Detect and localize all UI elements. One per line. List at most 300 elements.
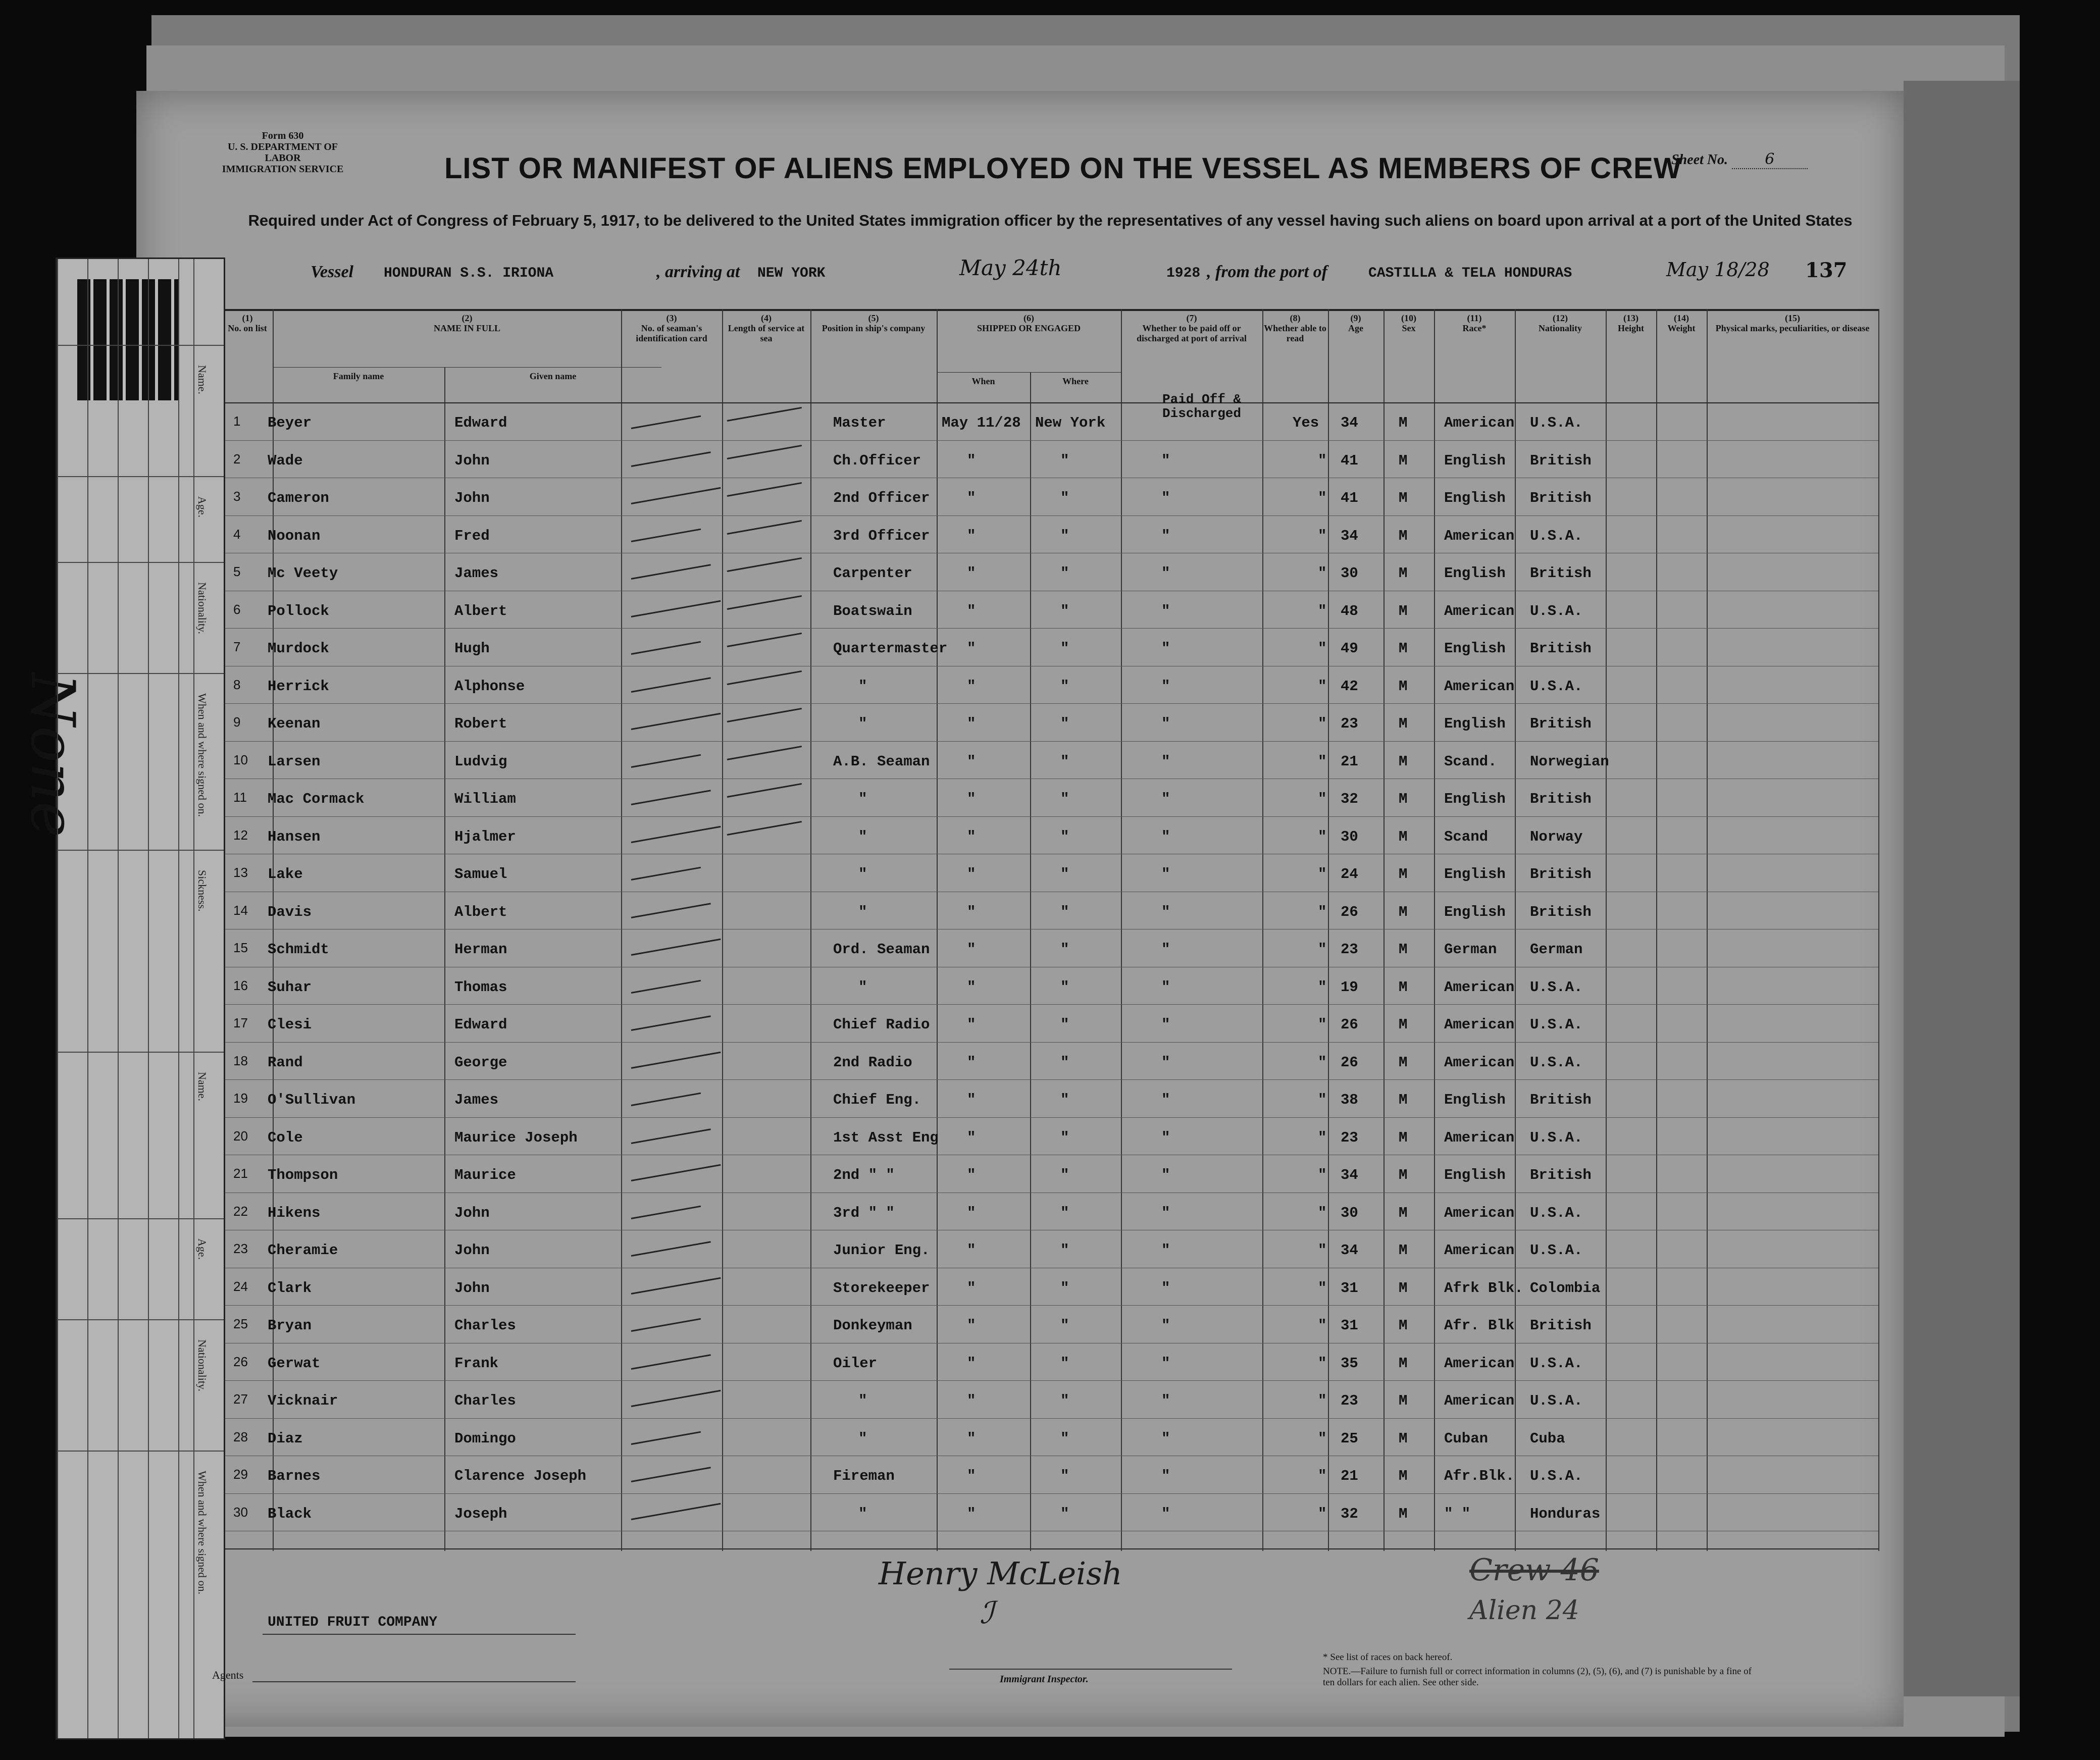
cell-nat: British: [1530, 866, 1592, 883]
column-label: No. of seaman's identification card: [636, 323, 707, 343]
row-rule: [222, 1418, 1878, 1419]
cell-sex: M: [1399, 452, 1408, 469]
cell-where: ": [1060, 527, 1069, 544]
agents-line: [252, 1681, 576, 1682]
cell-sex: M: [1399, 978, 1408, 996]
row-number: 11: [233, 790, 247, 805]
cell-paid: ": [1161, 1092, 1170, 1108]
cell-sex: M: [1399, 1167, 1408, 1183]
column-header: [273, 313, 661, 333]
cell-age: 26: [1341, 903, 1358, 920]
from-port-value: CASTILLA & TELA HONDURAS: [1368, 266, 1572, 281]
cell-nat: Norwegian: [1530, 753, 1609, 770]
cell-nat: U.S.A.: [1530, 678, 1583, 695]
pen-tick-mark: [631, 790, 711, 805]
column-label: Height: [1618, 323, 1644, 333]
cell-where: ": [1060, 866, 1069, 883]
cell-given: Fred: [454, 527, 490, 544]
cell-given: Edward: [454, 1016, 507, 1033]
column-number: (10): [1401, 313, 1416, 323]
cell-age: 30: [1341, 828, 1358, 845]
cell-race: American: [1444, 1392, 1515, 1409]
cell-read: ": [1318, 828, 1327, 845]
cell-position: 3rd " ": [833, 1204, 895, 1221]
cell-where: ": [1060, 1355, 1069, 1372]
form-department: U. S. DEPARTMENT OF LABOR: [227, 141, 338, 164]
pen-tick-mark: [631, 1277, 721, 1294]
cell-race: Cuban: [1444, 1430, 1489, 1447]
agents-label: Agents: [212, 1669, 244, 1681]
row-rule: [222, 816, 1878, 817]
cell-given: Charles: [454, 1317, 516, 1334]
cell-when: ": [967, 715, 976, 732]
cell-race: American: [1444, 602, 1515, 619]
column-number: (9): [1350, 313, 1361, 323]
cell-where: New York: [1035, 415, 1106, 431]
cell-position: Ord. Seaman: [833, 941, 930, 958]
cell-read: ": [1318, 1129, 1327, 1146]
cell-nat: British: [1530, 565, 1592, 582]
cell-sex: M: [1399, 565, 1408, 582]
column-label: When: [971, 376, 995, 386]
cell-race: American: [1444, 415, 1515, 431]
cell-race: American: [1444, 527, 1515, 544]
cell-where: ": [1060, 1392, 1069, 1409]
row-number: 14: [233, 902, 248, 918]
cell-when: ": [967, 1167, 976, 1183]
pen-tick-mark: [631, 1051, 721, 1068]
column-label: SHIPPED OR ENGAGED: [977, 323, 1081, 333]
cell-where: ": [1060, 490, 1069, 506]
pen-tick-mark: [631, 1241, 711, 1257]
column-label: Nationality: [1538, 323, 1582, 333]
cell-paid: ": [1161, 678, 1170, 695]
cell-race: Afr. Blk: [1444, 1317, 1515, 1334]
column-number: (14): [1674, 313, 1689, 323]
cell-sex: M: [1399, 1355, 1408, 1372]
cell-where: ": [1060, 678, 1069, 695]
cell-position: Oiler: [833, 1355, 878, 1372]
column-label: Physical marks, peculiarities, or disease: [1715, 323, 1870, 333]
cell-age: 34: [1341, 415, 1358, 431]
cell-position: 1st Asst Eng: [833, 1129, 939, 1146]
cell-sex: M: [1399, 1016, 1408, 1033]
cell-where: ": [1060, 602, 1069, 619]
column-header: [1707, 313, 1878, 333]
column-number: (4): [761, 313, 772, 323]
cell-read: ": [1318, 1016, 1327, 1033]
cell-position: ": [858, 1392, 867, 1409]
cell-sex: M: [1399, 753, 1408, 770]
cell-age: 25: [1341, 1430, 1358, 1447]
column-header: [937, 376, 1030, 386]
slip-row-rule: [57, 1451, 224, 1452]
cell-read: ": [1318, 1242, 1327, 1259]
cell-position: Quartermaster: [833, 640, 948, 657]
cell-read: ": [1318, 715, 1327, 732]
cell-sex: M: [1399, 903, 1408, 920]
slip-column-rule: [193, 259, 194, 1738]
cell-race: American: [1444, 978, 1515, 996]
cell-read: ": [1318, 1167, 1327, 1183]
row-rule: [222, 628, 1878, 629]
column-header: [1434, 313, 1515, 333]
cell-race: English: [1444, 866, 1506, 883]
row-number: 8: [233, 677, 241, 692]
row-number: 15: [233, 940, 248, 955]
cell-sex: M: [1399, 1242, 1408, 1259]
cell-paid: ": [1161, 1167, 1170, 1183]
row-number: 10: [233, 752, 248, 767]
slip-column-rule: [148, 259, 149, 1738]
cell-read: ": [1318, 791, 1327, 807]
cell-paid: ": [1161, 1468, 1170, 1484]
cell-given: John: [454, 452, 490, 469]
column-label: No. on list: [228, 323, 267, 333]
cell-age: 48: [1341, 602, 1358, 619]
cell-paid: ": [1161, 903, 1170, 920]
cell-given: Thomas: [454, 978, 507, 996]
cell-position: ": [858, 828, 867, 845]
sheet-number-label: Sheet No.: [1671, 152, 1728, 168]
cell-age: 32: [1341, 791, 1358, 807]
slip-row-rule: [57, 850, 224, 851]
cell-race: English: [1444, 565, 1506, 582]
races-note: * See list of races on back hereof.: [1323, 1652, 1453, 1663]
cell-sex: M: [1399, 791, 1408, 807]
cell-sex: M: [1399, 602, 1408, 619]
inspector-initials: ℐ: [980, 1595, 994, 1631]
cell-where: ": [1060, 1468, 1069, 1484]
row-number: 7: [233, 639, 241, 654]
column-header: [1328, 313, 1384, 333]
table-column-rule: [1434, 309, 1435, 1551]
arrival-date: May 24th: [959, 255, 1062, 280]
column-label: Whether able to read: [1264, 323, 1326, 343]
cell-given: Clarence Joseph: [454, 1468, 587, 1484]
row-rule: [222, 1305, 1878, 1306]
cell-paid: ": [1161, 1016, 1170, 1033]
cell-given: Alphonse: [454, 678, 525, 695]
cell-read: ": [1318, 1092, 1327, 1108]
pen-tick-mark: [631, 487, 721, 504]
cell-sex: M: [1399, 527, 1408, 544]
cell-sex: M: [1399, 866, 1408, 883]
column-number: (13): [1623, 313, 1638, 323]
cell-race: Scand.: [1444, 753, 1497, 770]
cell-given: James: [454, 1092, 499, 1108]
column-header: [1384, 313, 1434, 333]
cell-paid: ": [1161, 715, 1170, 732]
crew-table: [222, 309, 1878, 1551]
pen-tick-mark: [727, 633, 802, 647]
pen-tick-mark: [631, 1093, 701, 1106]
cell-given: Maurice Joseph: [454, 1129, 578, 1146]
pen-tick-mark: [631, 1128, 711, 1144]
cell-family: Beyer: [268, 415, 312, 431]
column-header: [273, 371, 444, 381]
cell-position: Junior Eng.: [833, 1242, 930, 1259]
slip-row-rule: [57, 562, 224, 563]
cell-when: ": [967, 978, 976, 996]
row-number: 23: [233, 1241, 248, 1256]
table-column-rule: [1328, 309, 1329, 1551]
cell-position: Chief Eng.: [833, 1092, 921, 1108]
cell-where: ": [1060, 791, 1069, 807]
pen-tick-mark: [631, 903, 711, 918]
cell-nat: British: [1530, 791, 1592, 807]
cell-position: ": [858, 866, 867, 883]
cell-nat: British: [1530, 640, 1592, 657]
cell-nat: U.S.A.: [1530, 1016, 1583, 1033]
cell-given: John: [454, 1279, 490, 1297]
cell-when: ": [967, 490, 976, 506]
cell-age: 21: [1341, 753, 1358, 770]
cell-sex: M: [1399, 941, 1408, 958]
cell-when: ": [967, 678, 976, 695]
cell-paid: ": [1161, 565, 1170, 582]
cell-age: 21: [1341, 1468, 1358, 1484]
pen-tick-mark: [631, 451, 711, 467]
cell-family: Cheramie: [268, 1242, 338, 1259]
pen-tick-mark: [727, 708, 802, 722]
row-number: 24: [233, 1278, 248, 1294]
page-subtitle: Required under Act of Congress of February 5, 1917, to be delivered to the United States immigration officer by the representatives of any vessel having such aliens on board upon arrival at a port of the United States: [248, 212, 1853, 229]
row-number: 16: [233, 977, 248, 993]
cell-given: Ludvig: [454, 753, 507, 770]
slip-label: Name.: [196, 1072, 209, 1102]
cell-nat: British: [1530, 490, 1592, 506]
column-header: [1515, 313, 1606, 333]
pen-tick-mark: [631, 677, 711, 693]
table-column-rule: [1384, 309, 1385, 1551]
cell-given: Edward: [454, 415, 507, 431]
cell-read: ": [1318, 978, 1327, 996]
column-label: Age: [1348, 323, 1363, 333]
row-number: 1: [233, 413, 241, 429]
cell-given: John: [454, 1242, 490, 1259]
cell-family: Wade: [268, 452, 303, 469]
pen-tick-mark: [631, 754, 701, 767]
slip-row-rule: [57, 345, 224, 346]
row-number: 21: [233, 1166, 248, 1181]
vessel-label: Vessel: [311, 263, 353, 281]
cell-age: 34: [1341, 527, 1358, 544]
row-number: 9: [233, 714, 241, 730]
row-rule: [222, 1079, 1878, 1080]
cell-position: 3rd Officer: [833, 527, 930, 544]
cell-sex: M: [1399, 1054, 1408, 1071]
cell-race: English: [1444, 791, 1506, 807]
cell-position: Master: [833, 415, 886, 431]
cell-where: ": [1060, 1317, 1069, 1334]
column-label: Family name: [333, 371, 384, 381]
column-number: (11): [1467, 313, 1482, 323]
cell-nat: British: [1530, 903, 1592, 920]
cell-race: American: [1444, 1242, 1515, 1259]
row-number: 30: [233, 1504, 248, 1520]
cell-paid: ": [1161, 602, 1170, 619]
cell-race: American: [1444, 1054, 1515, 1071]
slip-label: Nationality.: [196, 582, 209, 635]
cell-nat: U.S.A.: [1530, 602, 1583, 619]
pen-tick-mark: [727, 595, 802, 609]
inspector-line: [949, 1669, 1232, 1670]
cell-paid: ": [1161, 490, 1170, 506]
cell-nat: British: [1530, 1317, 1592, 1334]
cell-where: ": [1060, 452, 1069, 469]
slip-hand-mark: None: [17, 673, 87, 838]
form-header: [212, 130, 353, 175]
slip-label: Name.: [196, 365, 209, 395]
slip-row-rule: [57, 673, 224, 674]
company-line: [263, 1634, 576, 1635]
cell-family: Mac Cormack: [268, 791, 365, 807]
cell-given: John: [454, 1204, 490, 1221]
cell-position: Storekeeper: [833, 1279, 930, 1297]
column-header: [1030, 376, 1121, 386]
cell-family: Vicknair: [268, 1392, 338, 1409]
column-header: [1606, 313, 1656, 333]
cell-given: Hjalmer: [454, 828, 516, 845]
cell-when: ": [967, 1016, 976, 1033]
column-number: (15): [1785, 313, 1800, 323]
cell-when: ": [967, 1092, 976, 1108]
column-header: [1656, 313, 1707, 333]
cell-given: Herman: [454, 941, 507, 958]
cell-given: Robert: [454, 715, 507, 732]
cell-position: Chief Radio: [833, 1016, 930, 1033]
cell-when: ": [967, 565, 976, 582]
cell-position: Fireman: [833, 1468, 895, 1484]
pen-tick-mark: [631, 1390, 721, 1407]
cell-given: Charles: [454, 1392, 516, 1409]
row-number: 29: [233, 1467, 248, 1482]
cell-age: 32: [1341, 1505, 1358, 1522]
cell-when: ": [967, 1129, 976, 1146]
cell-family: Hikens: [268, 1204, 321, 1221]
cell-nat: Colombia: [1530, 1279, 1601, 1297]
cell-where: ": [1060, 565, 1069, 582]
cell-race: English: [1444, 490, 1506, 506]
cell-sex: M: [1399, 640, 1408, 657]
row-number: 3: [233, 489, 241, 504]
pen-tick-mark: [631, 1318, 701, 1332]
table-column-rule: [1656, 309, 1657, 1551]
cell-family: Mc Veety: [268, 565, 338, 582]
cell-sex: M: [1399, 1092, 1408, 1108]
sheet-number: [1671, 150, 1808, 169]
column-label: Whether to be paid off or discharged at port of arrival: [1137, 323, 1247, 343]
slip-column-rule: [87, 259, 88, 1738]
cell-family: Clark: [268, 1279, 312, 1297]
pen-tick-mark: [631, 713, 721, 730]
cell-paid: ": [1161, 1054, 1170, 1071]
cell-where: ": [1060, 1167, 1069, 1183]
cell-when: ": [967, 1204, 976, 1221]
pen-tick-mark: [727, 520, 802, 534]
cell-family: Gerwat: [268, 1355, 321, 1372]
cell-age: 24: [1341, 866, 1358, 883]
cell-given: John: [454, 490, 490, 506]
cell-read: ": [1318, 1317, 1327, 1334]
cell-sex: M: [1399, 1317, 1408, 1334]
pen-tick-mark: [631, 528, 701, 542]
cell-family: Davis: [268, 903, 312, 920]
cell-age: 35: [1341, 1355, 1358, 1372]
cell-family: Lake: [268, 866, 303, 883]
pen-tick-mark: [631, 1431, 701, 1444]
table-column-rule: [937, 309, 938, 1551]
cell-read: ": [1318, 602, 1327, 619]
pen-tick-mark: [727, 783, 802, 798]
cell-nat: U.S.A.: [1530, 1204, 1583, 1221]
cell-age: 34: [1341, 1167, 1358, 1183]
cell-where: ": [1060, 1505, 1069, 1522]
slip-label: When and where signed on.: [196, 693, 209, 817]
row-rule: [222, 703, 1878, 704]
cell-race: American: [1444, 1355, 1515, 1372]
slip-row-rule: [57, 1052, 224, 1053]
cell-nat: U.S.A.: [1530, 1355, 1583, 1372]
row-number: 4: [233, 526, 241, 542]
cell-paid: ": [1161, 1392, 1170, 1409]
cell-age: 31: [1341, 1317, 1358, 1334]
cell-sex: M: [1399, 1505, 1408, 1522]
cell-read: ": [1318, 866, 1327, 883]
cell-when: ": [967, 866, 976, 883]
cell-family: Clesi: [268, 1016, 312, 1033]
slip-stamp: [77, 279, 178, 400]
cell-family: O'Sullivan: [268, 1092, 356, 1108]
cell-where: ": [1060, 978, 1069, 996]
cell-when: ": [967, 903, 976, 920]
cell-race: English: [1444, 903, 1506, 920]
cell-read: ": [1318, 941, 1327, 958]
cell-where: ": [1060, 1242, 1069, 1259]
column-label: Weight: [1667, 323, 1696, 333]
row-number: 2: [233, 451, 241, 467]
column-number: (8): [1290, 313, 1301, 323]
row-rule: [222, 741, 1878, 742]
cell-given: George: [454, 1054, 507, 1071]
cell-age: 41: [1341, 452, 1358, 469]
cell-nat: Cuba: [1530, 1430, 1565, 1447]
cell-age: 26: [1341, 1054, 1358, 1071]
slip-row-rule: [57, 1319, 224, 1320]
cell-given: Frank: [454, 1355, 499, 1372]
table-column-rule: [621, 309, 622, 1551]
column-label: Sex: [1402, 323, 1416, 333]
pen-tick-mark: [631, 979, 701, 993]
row-rule: [222, 1380, 1878, 1381]
cell-position: 2nd " ": [833, 1167, 895, 1183]
pen-tick-mark: [631, 939, 721, 956]
column-number: (5): [868, 313, 879, 323]
cell-position: ": [858, 903, 867, 920]
cell-race: American: [1444, 1016, 1515, 1033]
table-column-rule: [1707, 309, 1708, 1551]
cell-sex: M: [1399, 490, 1408, 506]
slip-label: When and where signed on.: [196, 1471, 209, 1594]
pen-tick-mark: [631, 600, 721, 617]
cell-paid: ": [1161, 1430, 1170, 1447]
cell-when: ": [967, 753, 976, 770]
cell-race: English: [1444, 1167, 1506, 1183]
pen-tick-mark: [631, 641, 701, 655]
cell-paid: ": [1161, 791, 1170, 807]
cell-race: American: [1444, 678, 1515, 695]
